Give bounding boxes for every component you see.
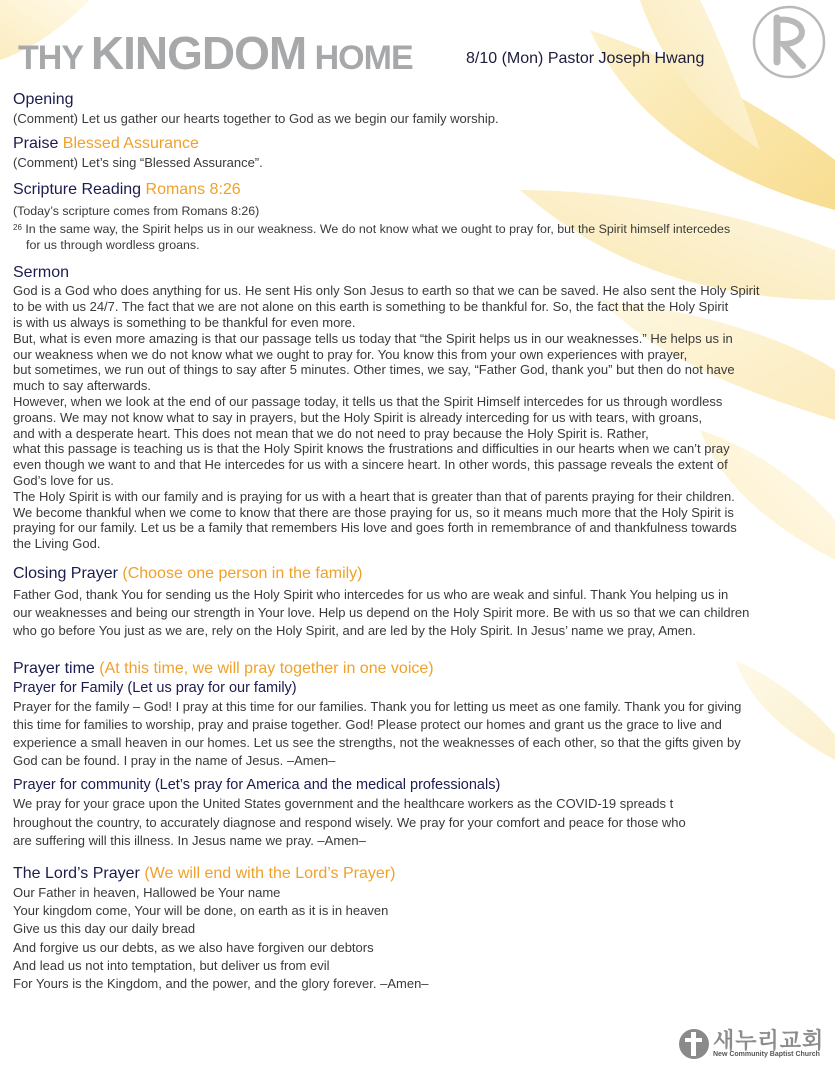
kingdom-logo-icon [749, 2, 829, 82]
sermon-line: and with a desperate heart. This does not mean that we do not need to pray because the Holy Spirit is. Rather, [13, 425, 649, 441]
title-part-kingdom: KINGDOM [90, 27, 307, 79]
community-prayer-line: hroughout the country, to accurately diagnose and respond wisely. We pray for your comfort and peace for those who [13, 814, 686, 830]
opening-comment: (Comment) Let us gather our hearts together to God as we begin our family worship. [13, 111, 499, 126]
closing-prayer-title: Closing Prayer [13, 564, 123, 582]
lords-prayer-line: For Yours is the Kingdom, and the power, and the glory forever. –Amen– [13, 976, 429, 991]
sermon-line: the Living God. [13, 536, 101, 552]
family-prayer-line: Prayer for the family – God! I pray at this time for our families. Thank you for letting us meet as one family. Thank you for giving [13, 698, 742, 714]
sermon-section [13, 263, 828, 552]
sermon-line: is with us always is something to be thankful for even more. [13, 315, 356, 330]
title-part-home: HOME [306, 39, 413, 77]
sermon-body [13, 283, 828, 552]
family-prayer-body [13, 698, 828, 771]
church-name-english: New Community Baptist Church [713, 1051, 820, 1058]
praise-section [13, 134, 828, 172]
closing-prayer-note: (Choose one person in the family) [122, 564, 363, 582]
lords-prayer-line: Our Father in heaven, Hallowed be Your name [13, 884, 281, 900]
community-prayer-body [13, 795, 828, 850]
scripture-title: Scripture Reading [13, 181, 146, 199]
lords-prayer-line: And lead us not into temptation, but deliver us from evil [13, 957, 330, 973]
sermon-line: our weakness when we do not know what we ought to pray for. You know this from your own experiences with prayer, [13, 346, 688, 362]
sermon-line: God’s love for us. [13, 472, 114, 488]
sermon-line: However, when we look at the end of our passage today, it tells us that the Spirit Himself intercedes for us through wordless [13, 393, 723, 409]
lords-prayer-title: The Lord’s Prayer [13, 864, 145, 882]
praise-song: Blessed Assurance [62, 135, 199, 153]
church-emblem-icon [677, 1026, 711, 1062]
sermon-line: even though we want to and that He intercedes for us with a sincere heart. In other words, this passage reveals the extent of [13, 457, 728, 473]
lords-prayer-line: Give us this day our daily bread [13, 921, 196, 937]
lords-prayer-body [13, 884, 828, 993]
sermon-line: much to say afterwards. [13, 378, 151, 394]
praise-comment: (Comment) Let’s sing “Blessed Assurance”. [13, 155, 263, 171]
family-prayer-line: this time for families to worship, pray and praise together. God! Please protect our homes and grant us the grace to live and [13, 716, 722, 732]
community-prayer-line: are suffering will this illness. In Jesus name we pray. –Amen– [13, 832, 366, 848]
family-prayer-title: Prayer for Family (Let us pray for our family) [13, 679, 297, 696]
verse-number: 26 [13, 223, 22, 233]
sermon-line: what this passage is teaching us is that the Holy Spirit knows the frustrations and difficulties in our hearts when we can’t pray [13, 441, 730, 457]
scripture-section [13, 180, 828, 253]
opening-title: Opening [13, 91, 74, 108]
prayer-time-title: Prayer time [13, 659, 100, 677]
closing-prayer-line: Father God, thank You for sending us the Holy Spirit who intercedes for us who are weak and sinful. Thank You helping us in [13, 586, 729, 602]
header [18, 26, 818, 79]
sermon-line: but sometimes, we run out of things to say after 5 minutes. Other times, we say, “Father God, thank you” but then do not have [13, 362, 735, 378]
sermon-line: praying for our family. Let us be a family that remembers His love and goes forth in remembrance of and thankfulness towards [13, 520, 737, 536]
worship-guide [13, 90, 828, 993]
scripture-intro: (Today’s scripture comes from Romans 8:26) [13, 204, 260, 219]
closing-prayer-line: who go before You just as we are, rely on the Holy Spirit, and are led by the Holy Spirit. In Jesus’ name we pray, Amen. [13, 623, 696, 639]
praise-title: Praise [13, 135, 63, 153]
prayer-time-note: (At this time, we will pray together in one voice) [99, 659, 434, 677]
sermon-line: to be with us 24/7. The fact that we are not alone on this earth is something to be thankful for. So, the fact that the Holy Spirit [13, 299, 729, 315]
community-prayer-line: We pray for your grace upon the United States government and the healthcare workers as the COVID-19 spreads t [13, 796, 674, 812]
lords-prayer-line: And forgive us our debts, as we also have forgiven our debtors [13, 939, 374, 955]
family-prayer-line: God can be found. I pray in the name of Jesus. –Amen– [13, 753, 336, 769]
closing-prayer-section [13, 564, 828, 641]
verse-line-1: In the same way, the Spirit helps us in our weakness. We do not know what we ought to pray for, but the Spirit himself intercedes [21, 222, 731, 237]
verse-line-2: for us through wordless groans. [26, 238, 200, 253]
lords-prayer-note: (We will end with the Lord’s Prayer) [144, 864, 396, 882]
sermon-line: groans. We may not know what to say in prayers, but the Holy Spirit is already interceding for us with tears, with groans, [13, 409, 703, 425]
sermon-line: God is a God who does anything for us. He sent His only Son Jesus to earth so that we can be saved. He also sent the Holy Spirit [13, 283, 760, 299]
church-logo [677, 1024, 827, 1064]
opening-section [13, 90, 828, 128]
scripture-reference: Romans 8:26 [145, 181, 241, 199]
lords-prayer-section [13, 864, 828, 993]
sermon-line: But, what is even more amazing is that our passage tells us today that “the Spirit helps us in our weaknesses.” He helps us in [13, 330, 733, 346]
community-prayer-title: Prayer for community (Let’s pray for America and the medical professionals) [13, 777, 501, 794]
closing-prayer-body [13, 586, 828, 641]
page-title [18, 26, 413, 80]
prayer-time-section [13, 659, 828, 850]
title-part-thy: THY [18, 39, 91, 77]
lords-prayer-line: Your kingdom come, Your will be done, on earth as it is in heaven [13, 903, 389, 919]
sermon-line: The Holy Spirit is with our family and is praying for us with a heart that is greater than that of parents praying for their children. [13, 488, 735, 504]
sermon-title: Sermon [13, 264, 70, 282]
family-prayer-line: experience a small heaven in our homes. Let us see the strengths, not the weaknesses of each other, so that the gifts given by [13, 734, 741, 750]
sermon-line: We become thankful when we come to know that there are those praying for us, so it means much more that the Holy Spirit is [13, 504, 734, 520]
church-name-korean: 새누리교회 [713, 1028, 825, 1053]
date-pastor: 8/10 (Mon) Pastor Joseph Hwang [466, 50, 705, 67]
closing-prayer-line: our weaknesses and being our strength in Your love. Help us depend on the Holy Spirit more. Be with us so that we can children [13, 605, 750, 621]
